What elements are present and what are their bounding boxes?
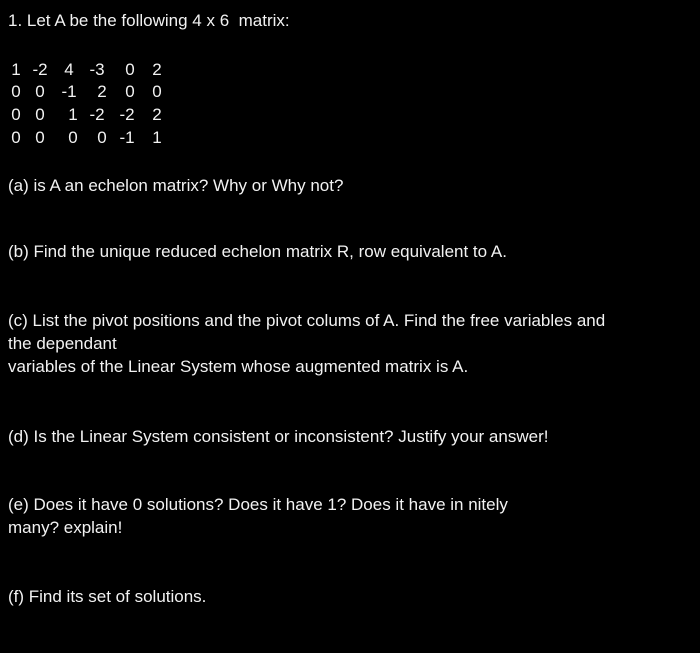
matrix-cell: -2: [32, 60, 48, 79]
matrix-cell: 2: [152, 105, 162, 124]
question-b: (b) Find the unique reduced echelon matrix R, row equivalent to A.: [8, 242, 507, 261]
matrix-cell: 0: [35, 82, 45, 101]
matrix-cell: 0: [125, 60, 135, 79]
matrix-cell: 0: [11, 105, 21, 124]
matrix-cell: 0: [35, 105, 45, 124]
question-c-line-2: the dependant: [8, 334, 117, 353]
matrix-cell: 2: [152, 60, 162, 79]
matrix-cell: 4: [64, 60, 74, 79]
matrix-cell: 2: [97, 82, 107, 101]
problem-title: 1. Let A be the following 4 x 6 matrix:: [8, 11, 290, 30]
matrix-cell: -2: [89, 105, 105, 124]
question-f: (f) Find its set of solutions.: [8, 587, 207, 606]
matrix-cell: 0: [125, 82, 135, 101]
question-a: (a) is A an echelon matrix? Why or Why not?: [8, 176, 344, 195]
matrix-cell: -2: [119, 105, 135, 124]
matrix-cell: 1: [68, 105, 78, 124]
question-d: (d) Is the Linear System consistent or inconsistent? Justify your answer!: [8, 427, 549, 446]
question-c-line-1: (c) List the pivot positions and the pivot colums of A. Find the free variables and: [8, 311, 606, 330]
matrix-cell: -3: [89, 60, 105, 79]
matrix-cell: 0: [97, 128, 107, 147]
question-e-line-1: (e) Does it have 0 solutions? Does it have 1? Does it have in nitely: [8, 495, 508, 514]
matrix-cell: 0: [11, 82, 21, 101]
matrix-cell: -1: [61, 82, 77, 101]
matrix-cell: -1: [119, 128, 135, 147]
question-e-line-2: many? explain!: [8, 518, 123, 537]
question-c-line-3: variables of the Linear System whose augmented matrix is A.: [8, 357, 469, 376]
matrix-cell: 0: [35, 128, 45, 147]
matrix-cell: 0: [11, 128, 21, 147]
matrix-cell: 0: [152, 82, 162, 101]
matrix-cell: 1: [152, 128, 162, 147]
matrix-cell: 0: [68, 128, 78, 147]
matrix-cell: 1: [11, 60, 21, 79]
